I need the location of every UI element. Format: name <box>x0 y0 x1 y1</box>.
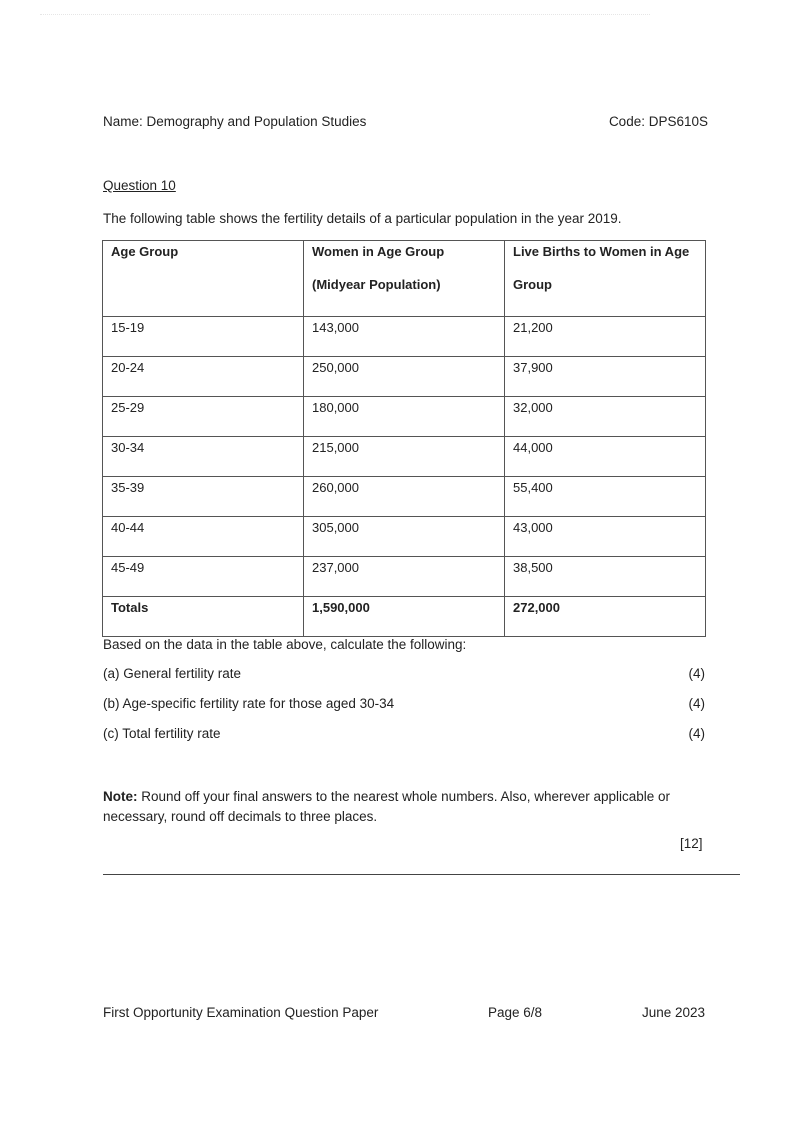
note-text: Round off your final answers to the nearest whole numbers. Also, wherever applicable or necessary, round off decimals to three places. <box>103 789 671 824</box>
task-marks: (4) <box>688 696 705 711</box>
question-intro: The following table shows the fertility details of a particular population in the year 2019. <box>103 211 622 226</box>
age-group-cell: 15-19 <box>103 317 304 357</box>
top-edge-rule <box>40 14 650 15</box>
table-row <box>103 557 706 597</box>
table-row <box>103 397 706 437</box>
section-divider <box>103 874 740 875</box>
course-name: Name: Demography and Population Studies <box>103 114 367 129</box>
task-marks: (4) <box>688 726 705 741</box>
births-cell: 38,500 <box>505 557 706 597</box>
fertility-table <box>102 240 706 637</box>
totals-row <box>103 597 706 637</box>
note-paragraph <box>103 787 713 827</box>
page-header <box>103 114 708 129</box>
women-cell: 305,000 <box>304 517 505 557</box>
tasks-intro: Based on the data in the table above, calculate the following: <box>103 637 467 652</box>
births-cell: 43,000 <box>505 517 706 557</box>
footer-date: June 2023 <box>641 1005 705 1020</box>
women-cell: 180,000 <box>304 397 505 437</box>
footer-page-number: Page 6/8 <box>488 1005 543 1020</box>
age-group-cell: 30-34 <box>103 437 304 477</box>
women-cell: 215,000 <box>304 437 505 477</box>
totals-label-cell: Totals <box>103 597 304 637</box>
age-group-cell: 45-49 <box>103 557 304 597</box>
births-cell: 32,000 <box>505 397 706 437</box>
women-cell: 260,000 <box>304 477 505 517</box>
page-footer <box>103 1005 705 1025</box>
task-item <box>103 696 705 711</box>
header-cell-women: Women in Age Group (Midyear Population) <box>304 241 505 317</box>
task-item <box>103 666 705 681</box>
task-item <box>103 726 705 741</box>
task-text: (b) Age-specific fertility rate for those aged 30-34 <box>103 696 395 711</box>
header-cell-live-births: Live Births to Women in Age Group <box>505 241 706 317</box>
women-cell: 237,000 <box>304 557 505 597</box>
births-cell: 21,200 <box>505 317 706 357</box>
age-group-cell: 20-24 <box>103 357 304 397</box>
births-cell: 55,400 <box>505 477 706 517</box>
question-title: Question 10 <box>103 178 176 193</box>
age-group-cell: 40-44 <box>103 517 304 557</box>
course-code: Code: DPS610S <box>608 114 708 129</box>
total-marks: [12] <box>680 836 703 851</box>
table-row <box>103 437 706 477</box>
task-text: (a) General fertility rate <box>103 666 242 681</box>
table-row <box>103 517 706 557</box>
table-row <box>103 357 706 397</box>
table-row <box>103 317 706 357</box>
table-row <box>103 477 706 517</box>
age-group-cell: 25-29 <box>103 397 304 437</box>
total-births-cell: 272,000 <box>505 597 706 637</box>
births-cell: 37,900 <box>505 357 706 397</box>
women-cell: 143,000 <box>304 317 505 357</box>
task-marks: (4) <box>688 666 705 681</box>
women-cell: 250,000 <box>304 357 505 397</box>
age-group-cell: 35-39 <box>103 477 304 517</box>
task-text: (c) Total fertility rate <box>103 726 221 741</box>
table-header-row <box>103 241 706 317</box>
births-cell: 44,000 <box>505 437 706 477</box>
footer-paper: First Opportunity Examination Question Paper <box>103 1005 379 1020</box>
note-label: Note: <box>103 789 138 804</box>
total-women-cell: 1,590,000 <box>304 597 505 637</box>
header-cell-age-group: Age Group <box>103 241 304 317</box>
